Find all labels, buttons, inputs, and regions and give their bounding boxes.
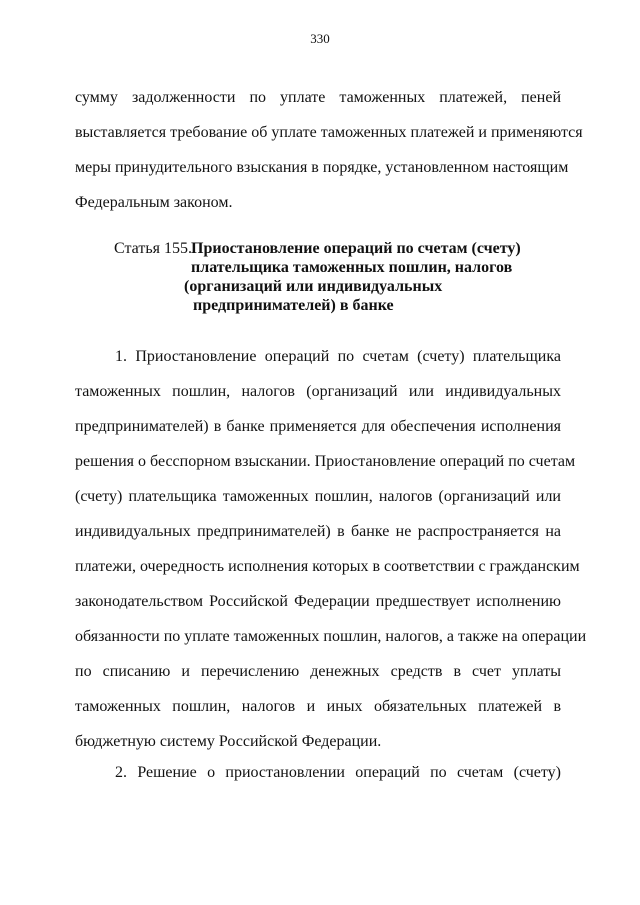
article-title-line: плательщика таможенных пошлин, налогов (191, 259, 513, 276)
text-line: таможенных пошлин, налогов и иных обязательных платежей в (75, 698, 561, 715)
text-line: Федеральным законом. (75, 194, 233, 211)
article-title-line: предпринимателей) в банке (193, 297, 394, 314)
paragraph-continuation (75, 80, 583, 220)
text-line: обязанности по уплате таможенных пошлин, налогов, а также на операции (75, 628, 587, 645)
article-label: Статья 155. (114, 240, 192, 257)
text-line: предпринимателей) в банке применяется для обеспечения исполнения (75, 418, 561, 435)
text-line: решения о бесспорном взыскании. Приостановление операций по счетам (75, 453, 576, 470)
text-line: сумму задолженности по уплате таможенных платежей, пеней (75, 89, 561, 106)
text-line: бюджетную систему Российской Федерации. (75, 733, 382, 750)
text-line: законодательством Российской Федерации предшествует исполнению (75, 593, 561, 610)
text-line: платежи, очередность исполнения которых в соответствии с гражданским (75, 558, 580, 575)
text-line: (счету) плательщика таможенных пошлин, налогов (организаций или (75, 488, 561, 505)
article-title-line: (организаций или индивидуальных (184, 278, 443, 295)
text-line: по списанию и перечислению денежных средств в счет уплаты (75, 663, 561, 680)
text-line: 2. Решение о приостановлении операций по счетам (счету) (115, 764, 561, 781)
text-line: 1. Приостановление операций по счетам (счету) плательщика (115, 348, 561, 365)
text-line: выставляется требование об уплате таможенных платежей и применяются (75, 124, 583, 141)
text-line: индивидуальных предпринимателей) в банке не распространяется на (75, 523, 561, 540)
page-number: 330 (310, 31, 330, 46)
text-line: таможенных пошлин, налогов (организаций или индивидуальных (75, 383, 561, 400)
paragraph-2 (75, 755, 561, 790)
paragraph-1 (75, 339, 587, 759)
text-line: меры принудительного взыскания в порядке, установленном настоящим (75, 159, 569, 176)
article-title-line: Приостановление операций по счетам (счету) (191, 240, 521, 257)
